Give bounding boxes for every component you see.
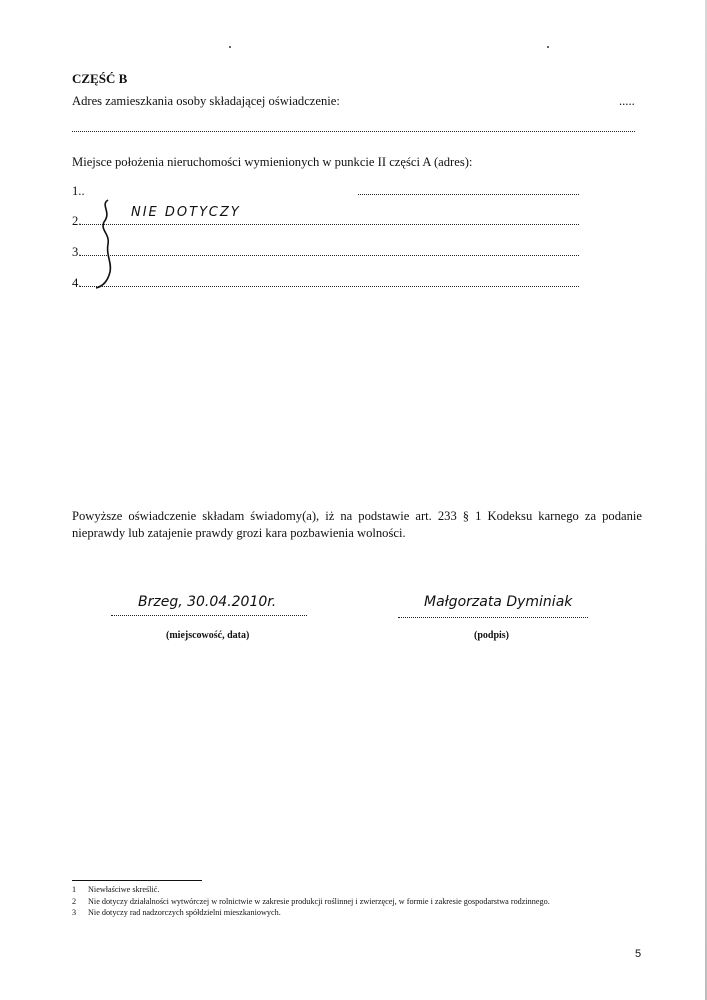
item-number-2: 2. bbox=[72, 214, 82, 228]
declaration-text: Powyższe oświadczenie składam świadomy(a), iż na podstawie art. 233 § 1 Kodeksu karnego za podanie nieprawdy lub zatajenie prawdy grozi kara pozbawienia wolności. bbox=[72, 509, 642, 540]
place-date-caption: (miejscowość, data) bbox=[166, 630, 250, 641]
item-number-3: 3. bbox=[72, 245, 82, 259]
footnote-number: 3 bbox=[72, 908, 77, 917]
footnote-text: Nie dotyczy działalności wytwórczej w rolnictwie w zakresie produkcji roślinnej i zwierzęcej, w formie i zakresie gospodarstwa rodzinnego. bbox=[88, 897, 550, 906]
signature-caption: (podpis) bbox=[474, 630, 510, 641]
place-date-dotted-line bbox=[111, 615, 307, 616]
item-number-4: 4. bbox=[72, 276, 82, 290]
footnote-text: Niewłaściwe skreślić. bbox=[88, 885, 160, 894]
footnote-text: Nie dotyczy rad nadzorczych spółdzielni mieszkaniowych. bbox=[88, 908, 281, 917]
footnote-number: 1 bbox=[72, 885, 77, 894]
footnote-number: 2 bbox=[72, 897, 77, 906]
handwritten-signature: Małgorzata Dyminiak bbox=[424, 594, 573, 610]
address-tail-dots: ..... bbox=[619, 94, 635, 108]
handwritten-place-date: Brzeg, 30.04.2010r. bbox=[138, 594, 277, 610]
page-number: 5 bbox=[635, 948, 642, 960]
property-label: Miejsce położenia nieruchomości wymienionych w punkcie II części A (adres): bbox=[72, 155, 473, 169]
item-number-1: 1.. bbox=[72, 184, 85, 198]
section-title: CZĘŚĆ B bbox=[72, 71, 128, 86]
signature-dotted-line bbox=[398, 617, 588, 618]
footnote-separator bbox=[72, 880, 202, 881]
address-label: Adres zamieszkania osoby składającej oświadczenie: bbox=[72, 94, 340, 108]
handwritten-not-applicable: NIE DOTYCZY bbox=[131, 205, 241, 220]
